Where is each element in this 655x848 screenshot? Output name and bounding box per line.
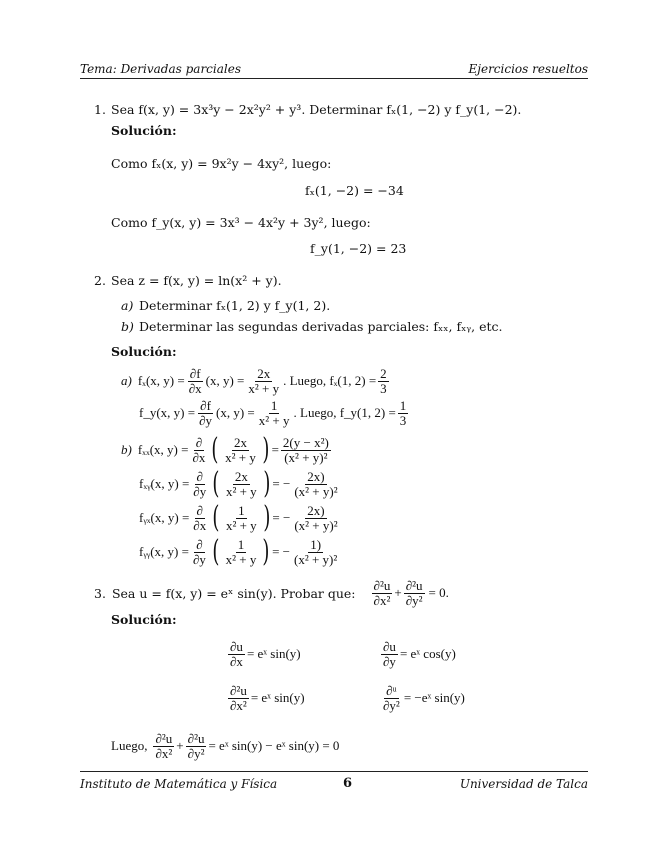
d-dx-fraction: $\frac{\partial}{\partial x}$ (192, 434, 206, 465)
df-dx-fraction: $\frac{\partial f}{\partial x}$ (188, 365, 202, 396)
ex2-item-a: Determinar fₓ(1, 2) y f_y(1, 2). (139, 298, 331, 313)
fy-luego: . Luego, f_y(1, 2) = (293, 405, 396, 420)
fxx-inner-fraction: $\frac{2x}{\text{x² + y}}$ (225, 434, 256, 465)
ex2-eq-fxx: b) fₓₓ(x, y) = $\frac{\partial}{\partial x}$ ( $\frac{2x}{\text{x² + y}}$ ) = $\frac{\text{2(y − x²)}}{\text{(x² + y)²}}$ (121, 432, 329, 467)
fx-fraction: $\frac{2x}{\text{x² + y}}$ (248, 365, 280, 396)
ex3-ux: $\frac{\partial u}{\partial x}$ = eˣ sin(y) (230, 638, 301, 669)
du-dx-fraction: $\frac{\partial u}{\partial x}$ (230, 638, 243, 669)
ex1-line2: Como f_y(x, y) = 3x³ − 4x²y + 3y², luego: (111, 215, 371, 230)
ex3-uxx: $\frac{\text{∂²u}}{\text{∂x²}}$ = eˣ sin(y) (230, 682, 305, 713)
fyx-lhs: fᵧₓ(x, y) = (139, 510, 190, 525)
fxx-lhs: fₓₓ(x, y) = (137, 442, 189, 457)
fy-value-fraction: $\frac{1}{3}$ (399, 397, 407, 428)
fy-fraction: $\frac{1}{\text{x² + y}}$ (258, 397, 290, 428)
header-rule (80, 78, 588, 79)
ex1-number: 1. (94, 102, 106, 117)
ex2-item-a-label: a) (121, 298, 134, 313)
fyx-result-fraction: $\frac{2x)}{\text{(x² + y)²}}$ (294, 502, 338, 533)
ex2-eq-fx (121, 364, 391, 398)
d-dy-fraction: $\frac{\partial}{\partial y}$ (193, 468, 207, 499)
ex2-solution-label: Solución: (111, 344, 177, 359)
ex2-number: 2. (94, 273, 106, 288)
df-dy-fraction: $\frac{\partial f}{\partial y}$ (199, 397, 213, 428)
ex2-eq-fy (139, 396, 410, 430)
fy-lhs: f_y(x, y) = (139, 405, 196, 420)
footer-rule (80, 771, 588, 772)
ex2-sol-a-label: a) (121, 373, 132, 388)
footer-university: Universidad de Talca (459, 777, 588, 791)
laplace-yy-fraction: $\frac{\text{∂²u}}{\text{∂y²}}$ (405, 577, 423, 608)
footer-institute: Instituto de Matemática y Física (80, 777, 278, 791)
ex1-line1: Como fₓ(x, y) = 9x²y − 4xy², luego: (111, 156, 332, 171)
d-dx-fraction-2: $\frac{\partial}{\partial x}$ (193, 502, 207, 533)
ex2-eq-fxy: fₓᵧ(x, y) = $\frac{\partial}{\partial y}$ ( $\frac{2x}{\text{x² + y}}$ ) = − $\frac{2x)}{\text{(x² + y)²}}$ (139, 466, 338, 501)
xy-eq-2: (x, y) = (216, 405, 255, 420)
fxy-eq: = − (272, 476, 291, 491)
fyy-result-fraction: $\frac{1)}{\text{(x² + y)²}}$ (294, 536, 338, 567)
fxy-lhs: fₓᵧ(x, y) = (139, 476, 190, 491)
header-topic: Tema: Derivadas parciales (80, 62, 241, 76)
fyx-inner-fraction: $\frac{1}{\text{x² + y}}$ (225, 502, 257, 533)
ex3-conclusion: Luego, $\frac{\text{∂²u}}{\text{∂x²}}$ + $\frac{\text{∂²u}}{\text{∂y²}}$ = eˣ sin(y) − eˣ sin(y) = 0 (111, 730, 340, 761)
ex1-result2: f_y(1, −2) = 23 (310, 241, 407, 256)
conclusion-prefix: Luego, (111, 738, 148, 753)
ex3-solution-label: Solución: (111, 612, 177, 627)
d2u-dy2-fraction: $\frac{\text{∂ᵘ}}{\text{∂y²}}$ (383, 682, 400, 713)
fx-lhs: fₓ(x, y) = (137, 373, 185, 388)
ex2-eq-fyx: fᵧₓ(x, y) = $\frac{\partial}{\partial x}$ ( $\frac{1}{\text{x² + y}}$ ) = − $\frac{2x)}{\text{(x² + y)²}}$ (139, 500, 338, 535)
ex3-uyy: $\frac{\text{∂ᵘ}}{\text{∂y²}}$ = −eˣ sin(y) (383, 682, 465, 713)
ex3-statement-line: 3. Sea u = f(x, y) = eˣ sin(y). Probar que: $\frac{\text{∂²u}}{\text{∂x²}}$ + $\frac{\text{∂²u}}{\text{∂y²}}$ = 0. (94, 577, 449, 608)
laplace-xx-fraction: $\frac{\text{∂²u}}{\text{∂x²}}$ (373, 577, 391, 608)
fxx-eq: = (271, 442, 279, 457)
ex1-result1: fₓ(1, −2) = −34 (305, 183, 404, 198)
xy-eq: (x, y) = (205, 373, 245, 388)
fx-value-fraction: $\frac{2}{3}$ (380, 365, 387, 396)
fxx-result-fraction: $\frac{\text{2(y − x²)}}{\text{(x² + y)²}}$ (282, 434, 329, 465)
fyy-eq: = − (272, 544, 290, 559)
d-dy-fraction-2: $\frac{\partial}{\partial y}$ (192, 536, 206, 567)
fyx-eq: = − (272, 510, 291, 525)
ex1-solution-label: Solución: (111, 123, 177, 138)
ex1-statement: Sea f(x, y) = 3x³y − 2x²y² + y³. Determinar fₓ(1, −2) y f_y(1, −2). (111, 102, 522, 117)
ex2-item-b: Determinar las segundas derivadas parciales: fₓₓ, fₓᵧ, etc. (139, 319, 503, 334)
page-number: 6 (343, 776, 353, 791)
fyy-inner-fraction: $\frac{1}{\text{x² + y}}$ (225, 536, 257, 567)
d2u-dx2-fraction: $\frac{\text{∂²u}}{\text{∂x²}}$ (230, 682, 247, 713)
fyy-lhs: fᵧᵧ(x, y) = (139, 544, 189, 559)
ex2-sol-b-label: b) (121, 442, 132, 457)
ex2-eq-fyy: fᵧᵧ(x, y) = $\frac{\partial}{\partial y}$ ( $\frac{1}{\text{x² + y}}$ ) = − $\frac{1)}{\text{(x² + y)²}}$ (139, 534, 338, 569)
fxy-result-fraction: $\frac{2x)}{\text{(x² + y)²}}$ (294, 468, 338, 499)
ex2-statement: Sea z = f(x, y) = ln(x² + y). (111, 273, 282, 288)
header-title: Ejercicios resueltos (468, 62, 588, 76)
conclusion-rhs: = eˣ sin(y) − eˣ sin(y) = 0 (208, 738, 340, 753)
du-dy-fraction: $\frac{\partial u}{\partial y}$ (383, 638, 396, 669)
ex3-uy: $\frac{\partial u}{\partial y}$ = eˣ cos(y) (383, 638, 456, 669)
fx-luego: . Luego, fₓ(1, 2) = (283, 373, 377, 388)
fxy-inner-fraction: $\frac{2x}{\text{x² + y}}$ (225, 468, 257, 499)
ex3-statement: Sea u = f(x, y) = eˣ sin(y). Probar que: (111, 585, 356, 601)
ex2-item-b-label: b) (121, 319, 134, 334)
ex3-number: 3. (94, 585, 106, 601)
